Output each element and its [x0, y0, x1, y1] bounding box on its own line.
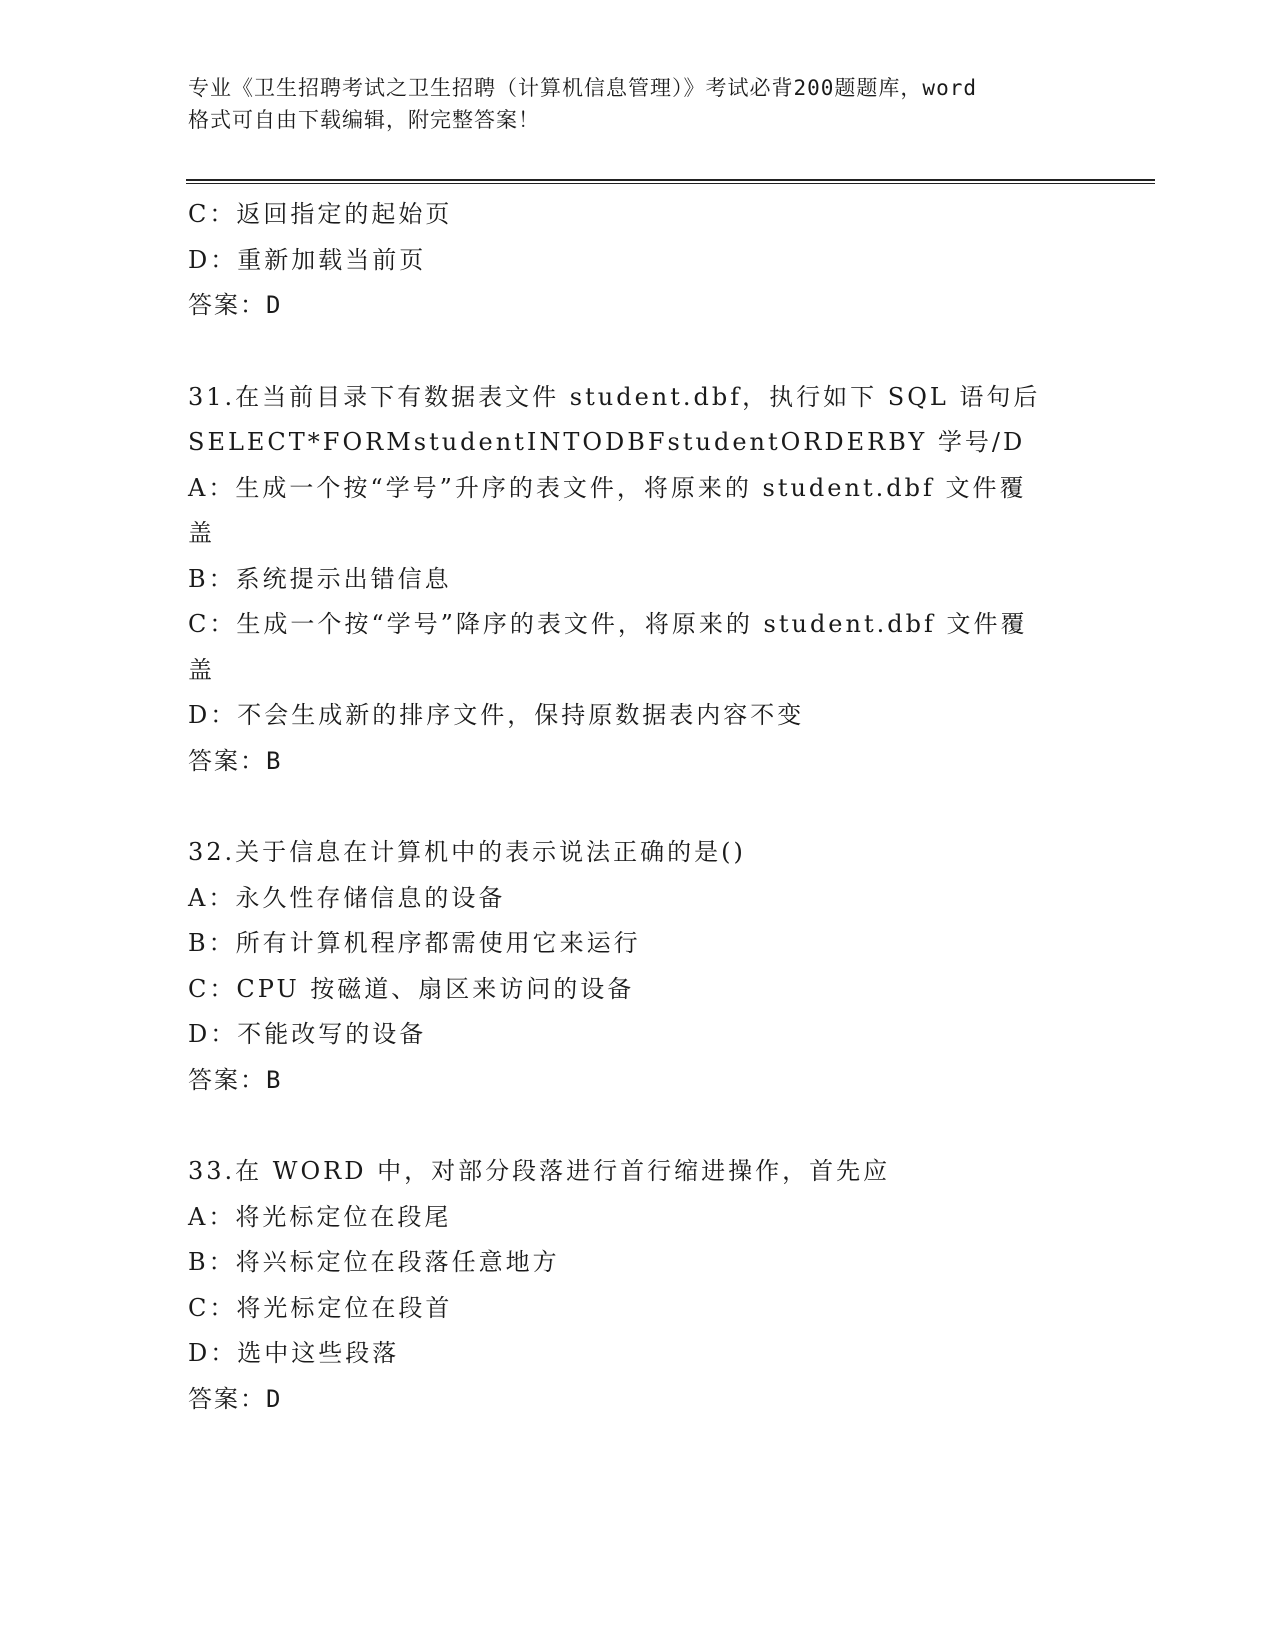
- question-content: [188, 192, 1088, 1422]
- option-c: C：生成一个按“学号”降序的表文件，将原来的 student.dbf 文件覆: [188, 610, 1028, 638]
- document-header: [188, 72, 1088, 136]
- option-b: B：系统提示出错信息: [188, 564, 452, 593]
- question-stem: 31.在当前目录下有数据表文件 student.dbf，执行如下 SQL 语句后: [188, 382, 1041, 411]
- option-d: D：重新加载当前页: [188, 245, 427, 274]
- option-d: D：不能改写的设备: [188, 1020, 427, 1048]
- option-a: A：生成一个按“学号”升序的表文件，将原来的 student.dbf 文件覆: [188, 473, 1027, 502]
- option-d: D：选中这些段落: [188, 1339, 400, 1367]
- spacer: [188, 784, 1088, 830]
- question-block-32: [188, 830, 1088, 1103]
- spacer: [188, 329, 1088, 375]
- answer-line: 答案：D: [188, 291, 283, 319]
- option-a: A：将光标定位在段尾: [188, 1202, 452, 1231]
- answer-line: 答案：B: [188, 746, 283, 775]
- header-divider: [186, 179, 1155, 181]
- question-stem: 32.关于信息在计算机中的表示说法正确的是(): [188, 838, 746, 866]
- prev-question-block: [188, 192, 1088, 329]
- option-a-continued: 盖: [188, 519, 215, 547]
- option-c: C：CPU 按磁道、扇区来访问的设备: [188, 974, 635, 1003]
- option-c: C：返回指定的起始页: [188, 200, 453, 228]
- spacer: [188, 1103, 1088, 1149]
- question-stem: 33.在 WORD 中，对部分段落进行首行缩进操作，首先应: [188, 1157, 891, 1185]
- option-b: B：所有计算机程序都需使用它来运行: [188, 929, 641, 957]
- option-d: D：不会生成新的排序文件，保持原数据表内容不变: [188, 701, 805, 729]
- question-block-31: [188, 375, 1088, 785]
- option-b: B：将兴标定位在段落任意地方: [188, 1248, 560, 1276]
- option-c-continued: 盖: [188, 655, 215, 684]
- question-block-33: [188, 1149, 1088, 1422]
- header-line-2: 格式可自由下载编辑，附完整答案！: [188, 108, 540, 132]
- header-line-1: 专业《卫生招聘考试之卫生招聘（计算机信息管理）》考试必背200题题库，word: [188, 76, 977, 100]
- option-c: C：将光标定位在段首: [188, 1293, 453, 1322]
- answer-line: 答案：B: [188, 1065, 283, 1094]
- header-divider-thin: [186, 183, 1155, 184]
- option-a: A：永久性存储信息的设备: [188, 883, 506, 912]
- answer-line: 答案：D: [188, 1384, 283, 1413]
- question-stem-continued: SELECT*FORMstudentINTODBFstudentORDERBY 学号/D: [188, 428, 1026, 456]
